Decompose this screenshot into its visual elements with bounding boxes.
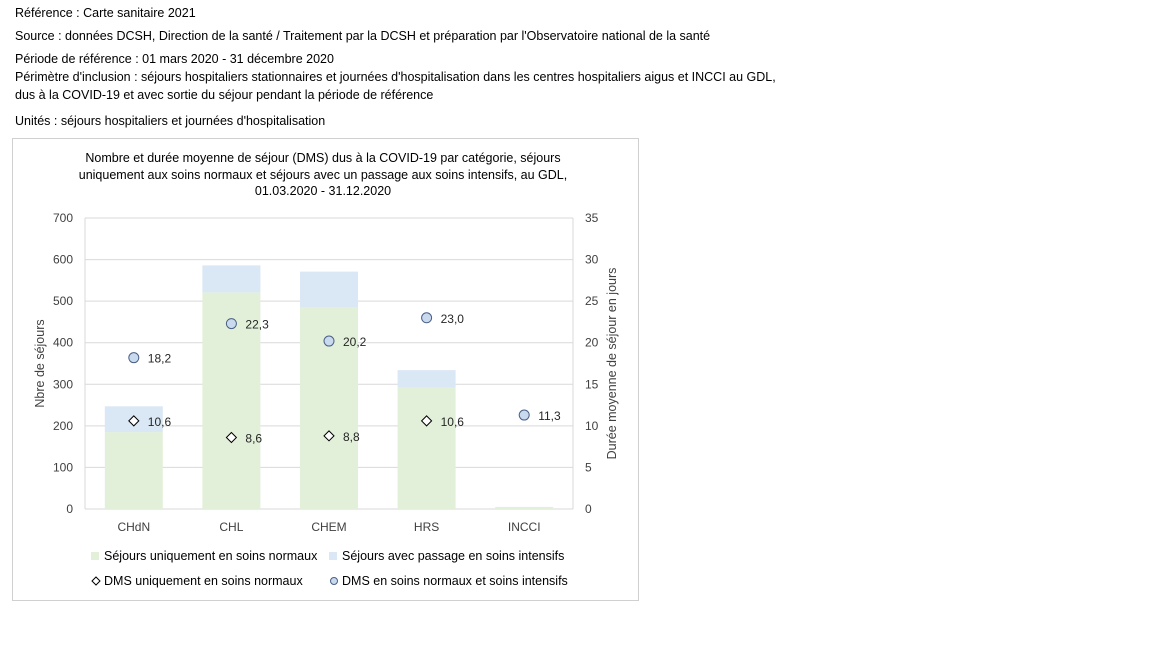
period-line: Période de référence : 01 mars 2020 - 31 décembre 2020 bbox=[15, 52, 334, 66]
y-tick-label: 500 bbox=[52, 294, 73, 309]
bar-intensive-stays bbox=[495, 507, 553, 508]
y2-tick-label: 25 bbox=[585, 294, 599, 309]
dms-total-data-label: 11,3 bbox=[538, 409, 561, 424]
y2-tick-label: 15 bbox=[585, 377, 599, 392]
legend-label-normal-stays: Séjours uniquement en soins normaux bbox=[104, 549, 318, 563]
bar-intensive-stays bbox=[300, 272, 358, 307]
dms-total-data-label: 23,0 bbox=[440, 311, 464, 326]
scope-line-2: dus à la COVID-19 et avec sortie du séjour pendant la période de référence bbox=[15, 88, 434, 102]
chart-frame bbox=[12, 138, 639, 601]
x-tick-label: CHL bbox=[219, 520, 244, 534]
y-tick-label: 300 bbox=[52, 377, 73, 392]
dms-normal-data-label: 10,6 bbox=[147, 414, 172, 429]
bar-normal-stays bbox=[105, 432, 163, 509]
reference-line: Référence : Carte sanitaire 2021 bbox=[15, 6, 196, 20]
chart-title: Nombre et durée moyenne de séjour (DMS) dus à la COVID-19 par catégorie, séjours uniquement aux soins normaux et séjours avec un passage aux soins intensifs, au GDL, 01.03.2020 - 31.12.2020 bbox=[78, 151, 568, 198]
units-line: Unités : séjours hospitaliers et journées d'hospitalisation bbox=[15, 114, 326, 128]
legend-label-dms-total: DMS en soins normaux et soins intensifs bbox=[342, 574, 568, 588]
dms-normal-data-label: 8,6 bbox=[245, 431, 263, 446]
dms-total-marker bbox=[324, 336, 334, 346]
dms-normal-data-label: 8,8 bbox=[343, 429, 360, 444]
dms-total-data-label: 18,2 bbox=[147, 351, 172, 366]
dms-total-marker bbox=[226, 319, 236, 329]
y-tick-label: 200 bbox=[52, 418, 73, 433]
y-tick-label: 600 bbox=[52, 252, 73, 267]
x-tick-label: CHdN bbox=[117, 520, 151, 534]
legend-label-dms-normal: DMS uniquement en soins normaux bbox=[104, 574, 303, 588]
source-line: Source : données DCSH, Direction de la santé / Traitement par la DCSH et préparation par l'Observatoire national de la santé bbox=[15, 29, 711, 43]
legend-swatch-intensive-stays bbox=[329, 552, 337, 560]
y2-tick-label: 10 bbox=[585, 418, 599, 433]
y-tick-label: 0 bbox=[66, 502, 73, 516]
legend-circle-icon bbox=[329, 576, 339, 586]
legend-label-intensive-stays: Séjours avec passage en soins intensifs bbox=[342, 549, 565, 563]
chart-svg bbox=[13, 139, 638, 600]
legend-item-dms-total bbox=[329, 574, 568, 588]
x-tick-label: INCCI bbox=[507, 520, 541, 534]
bar-normal-stays bbox=[398, 388, 456, 509]
y2-tick-label: 20 bbox=[585, 335, 599, 350]
y2-tick-label: 5 bbox=[585, 460, 592, 475]
x-tick-label: CHEM bbox=[311, 520, 347, 534]
y-tick-label: 700 bbox=[52, 211, 73, 225]
bar-intensive-stays bbox=[398, 370, 456, 387]
bar-normal-stays bbox=[495, 508, 553, 509]
legend-swatch-normal-stays bbox=[91, 552, 99, 560]
legend-diamond-icon bbox=[91, 576, 101, 586]
y2-axis-title: Durée moyenne de séjour en jours bbox=[605, 267, 619, 460]
y2-tick-label: 35 bbox=[585, 211, 599, 225]
legend-item-normal-stays bbox=[91, 549, 317, 563]
legend-item-intensive-stays bbox=[329, 549, 564, 563]
y-tick-label: 100 bbox=[52, 460, 73, 475]
y-axis-title: Nbre de séjours bbox=[33, 319, 47, 408]
dms-total-data-label: 22,3 bbox=[245, 317, 269, 332]
dms-normal-data-label: 10,6 bbox=[440, 414, 464, 429]
dms-total-data-label: 20,2 bbox=[343, 335, 367, 350]
legend-item-dms-normal bbox=[91, 574, 303, 588]
y2-tick-label: 30 bbox=[585, 252, 599, 267]
bar-intensive-stays bbox=[202, 265, 260, 292]
dms-total-marker bbox=[519, 410, 529, 420]
dms-total-marker bbox=[129, 353, 139, 363]
dms-total-marker bbox=[422, 313, 432, 323]
y2-tick-label: 0 bbox=[585, 502, 592, 516]
scope-line-1: Périmètre d'inclusion : séjours hospitaliers stationnaires et journées d'hospitalisation dans les centres hospitaliers aigus et INCCI au GDL, bbox=[15, 70, 776, 84]
x-tick-label: HRS bbox=[413, 520, 440, 534]
y-tick-label: 400 bbox=[52, 335, 73, 350]
